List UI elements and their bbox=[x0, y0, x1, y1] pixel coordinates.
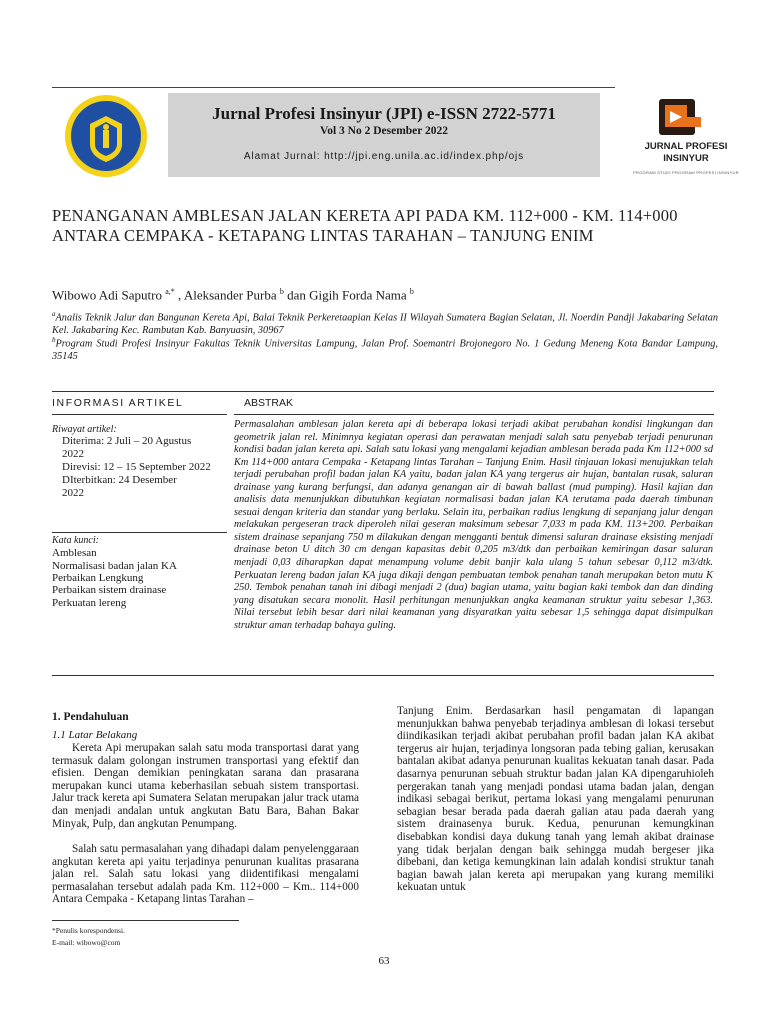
footnote-correspondence: *Penulis korespondensi. bbox=[52, 926, 125, 935]
affiliation-sup: b bbox=[52, 336, 56, 344]
jpi-logo-text-2: INSINYUR bbox=[663, 153, 709, 164]
keyword: Amblesan bbox=[52, 547, 97, 559]
author-sup: a,* bbox=[165, 287, 175, 296]
abstract-heading: ABSTRAK bbox=[244, 397, 294, 409]
author-name: Aleksander Purba bbox=[183, 287, 277, 303]
footnote-rule bbox=[52, 920, 239, 921]
university-logo bbox=[64, 94, 148, 178]
author-sep: dan bbox=[283, 287, 310, 303]
header-rule bbox=[52, 87, 615, 88]
keyword: Perkuatan lereng bbox=[52, 597, 127, 609]
author-name: Wibowo Adi Saputro bbox=[52, 287, 162, 303]
affiliation-text: Program Studi Profesi Insinyur Fakultas Teknik Universitas Lampung, Jalan Prof. Soemantri Brojonegoro No. 1 Gedung Meneng Kota Bandar Lampung, 35145 bbox=[52, 338, 718, 363]
divider-info bbox=[52, 414, 227, 415]
history-line: Diterima: 2 Juli – 20 Agustus bbox=[62, 435, 192, 447]
journal-address[interactable]: Alamat Jurnal: http://jpi.eng.unila.ac.id/index.php/ojs bbox=[243, 151, 525, 162]
author-sup: b bbox=[279, 287, 284, 296]
section-heading: 1. Pendahuluan bbox=[52, 711, 129, 723]
history-line: DIterbitkan: 24 Desember bbox=[62, 474, 177, 486]
affiliation-b bbox=[52, 334, 718, 364]
right-paragraph-1: Tanjung Enim. Berdasarkan hasil pengamatan di lapangan menunjukkan bahwa penyebab terjadinya amblesan di lokasi tersebut diindikasikan terjadi akibat perubahan profil badan jalan KA akibat tergerus air hujan, terjadinya longsoran pada tebing galian, kerusakan bantalan akibat adanya penurunan kualitas kekuatan tanah dasar. Pada dasarnya penurunan sebuah struktur badan jalan KA dipengaruhioleh pergerakan tanah yang menjadi pondasi utama badan jalan, dengan indikasi sebagai berikut, pertama lokasi yang mengalami penurunan sebagian besar berada pada daerah galian atau pada daerah yang sistem drainasenya buruk. Kedua, penurunan kemungkinan disebabkan kondisi daya dukung tanah yang lemah akibat drainase yang tidak berjalan dengan baik sehingga mudah bergeser jika dibebani, dan ketiga kemungkinan lain adalah kondisi struktur tanah bagian bawah jalan kereta api merupakan yang kurang memiliki kekuatan untuk bbox=[397, 705, 714, 894]
history-line: Direvisi: 12 – 15 September 2022 bbox=[62, 461, 211, 473]
jpi-logo-text-3: PROGRAM STUDI PROGRAM PROFESI INSINYUR bbox=[633, 170, 739, 175]
affiliation-sup: a bbox=[52, 310, 56, 318]
left-paragraph-2: Salah satu permasalahan yang dihadapi dalam penyelenggaraan angkutan kereta api yaitu terjadinya penurunan kualitas prasarana jalan rel. Salah satu lokasi yang diidentifikasi mengalami permasalahan tersebut adalah pada Km. 112+000 – Km.. 114+000 Antara Cempaka - Ketapang lintas Tarahan – bbox=[52, 843, 359, 906]
author-sup: b bbox=[409, 287, 414, 296]
divider-abstract bbox=[234, 414, 714, 415]
author-name: Gigih Forda Nama bbox=[309, 287, 407, 303]
keyword: Perbaikan Lengkung bbox=[52, 572, 144, 584]
history-line: 2022 bbox=[62, 487, 84, 499]
info-heading: INFORMASI ARTIKEL bbox=[52, 397, 184, 409]
author-sep: , bbox=[174, 287, 184, 303]
divider-bottom bbox=[52, 675, 714, 676]
keyword: Perbaikan sistem drainase bbox=[52, 584, 167, 596]
page-number: 63 bbox=[378, 955, 390, 967]
footnote-email[interactable]: E-mail: wibowo@com bbox=[52, 938, 121, 947]
author-list bbox=[52, 287, 707, 303]
journal-title: Jurnal Profesi Insinyur (JPI) e-ISSN 2722-5771 bbox=[212, 104, 556, 123]
keywords-label: Kata kunci: bbox=[52, 535, 99, 546]
article-title: PENANGANAN AMBLESAN JALAN KERETA API PADA KM. 112+000 - KM. 114+000 ANTARA CEMPAKA - KETAPANG LINTAS TARAHAN – TANJUNG ENIM bbox=[52, 206, 678, 245]
history-line: 2022 bbox=[62, 448, 84, 460]
keyword: Normalisasi badan jalan KA bbox=[52, 560, 177, 572]
subsection-heading: 1.1 Latar Belakang bbox=[52, 729, 138, 741]
divider-keywords bbox=[52, 532, 227, 533]
left-paragraph-1: Kereta Api merupakan salah satu moda transportasi darat yang termasuk dalam golongan instrumen transportasi yang efektif dan efisien. Dengan demikian peningkatan sarana dan prasarana merupakan kunci utama keberhasilan sebuah sistem transportasi. Jalur track kereta api Sumatera Selatan merupakan jalur track utama dan menjadi andalan untuk angkutan Batu Bara, Bahan Bakar Minyak, Pulp, dan angkutan Penumpang. bbox=[52, 742, 359, 830]
history-label: Riwayat artikel: bbox=[52, 424, 117, 435]
divider-top bbox=[52, 391, 714, 392]
abstract-text: Permasalahan amblesan jalan kereta api di beberapa lokasi terjadi akibat perubahan kondisi lingkungan dan geometrik jalan rel. Minimnya kegiatan operasi dan perawatan menjadi salah satu penyebab terjadi penurunan kondisi badan jalan kereta api. Salah satu lokasi yang mengalami kejadian amblesan berada pada Km 112+000 sd Km 114+000 antara Cempaka - Ketapang lintas Tarahan – Tanjung Enim. Hasil tinjauan lokasi menujukkan telah terjadi perubahan profil badan jalan KA yaitu, badan jalan KA yang tergerus air hujan, bantalan rusak, saluran drainase yang kurang berfungsi, dan adanya genangan air di bawah ballast (mud pumping). Hasil kajian dan analisis data menunjukkan dibutuhkan kegiatan normalisasi badan jalan KA terutama pada daerah timbunan sesuai dengan kriteria dan standar yang berlaku. Selain itu, perbaikan radius lengkung di sepanjang jalur dengan melakukan pergeseran track diperoleh nilai geseran maksimum sebesar 7,033 m pada KM. 113+200. Perbaikan sistem drainase sepanjang 750 m dilakukan dengan mengganti bentuk dimensi saluran drainase eksisting menjadi drainase beton U ditch 30 cm dengan kapasitas debit 0,205 m3/dtk dan perbaikan kemiringan dasar saluran menjadi 0,03 diharapkan dapat menampung volume debit banjir kala ulang 5 tahun sebesar 0,112 m3/dtk. Perkuatan lereng badan jalan KA juga dikaji dengan pembuatan tembok penahan tanah merupakan beton mutu K 250. Tembok penahan tanah ini dibagi menjadi 2 (dua) bagian utama, yaitu bagian kaki tembok dan dan dinding yang disatukan secara monolit. Hasil perhitungan menunjukkan angka keamanan struktur yaitu sebesar 1,363. Nilai tersebut lebih besar dari nilai keamanan yang disyaratkan yaitu sebesar 1,5 sehingga dapat disimpulkan struktur aman terhadap bahaya guling. bbox=[234, 419, 713, 631]
journal-volume: Vol 3 No 2 Desember 2022 bbox=[319, 125, 449, 137]
affiliation-text: Analis Teknik Jalur dan Bangunan Kereta Api, Balai Teknik Perkeretaapian Kelas II Wilayah Sumatera Bagian Selatan, Jl. Noerdin Pandji Jakabaring Selatan Kel. Jakabaring Kec. Rambutan Kab. Banyuasin, 30967 bbox=[52, 312, 718, 337]
jpi-logo-text-1: JURNAL PROFESI bbox=[644, 141, 728, 152]
